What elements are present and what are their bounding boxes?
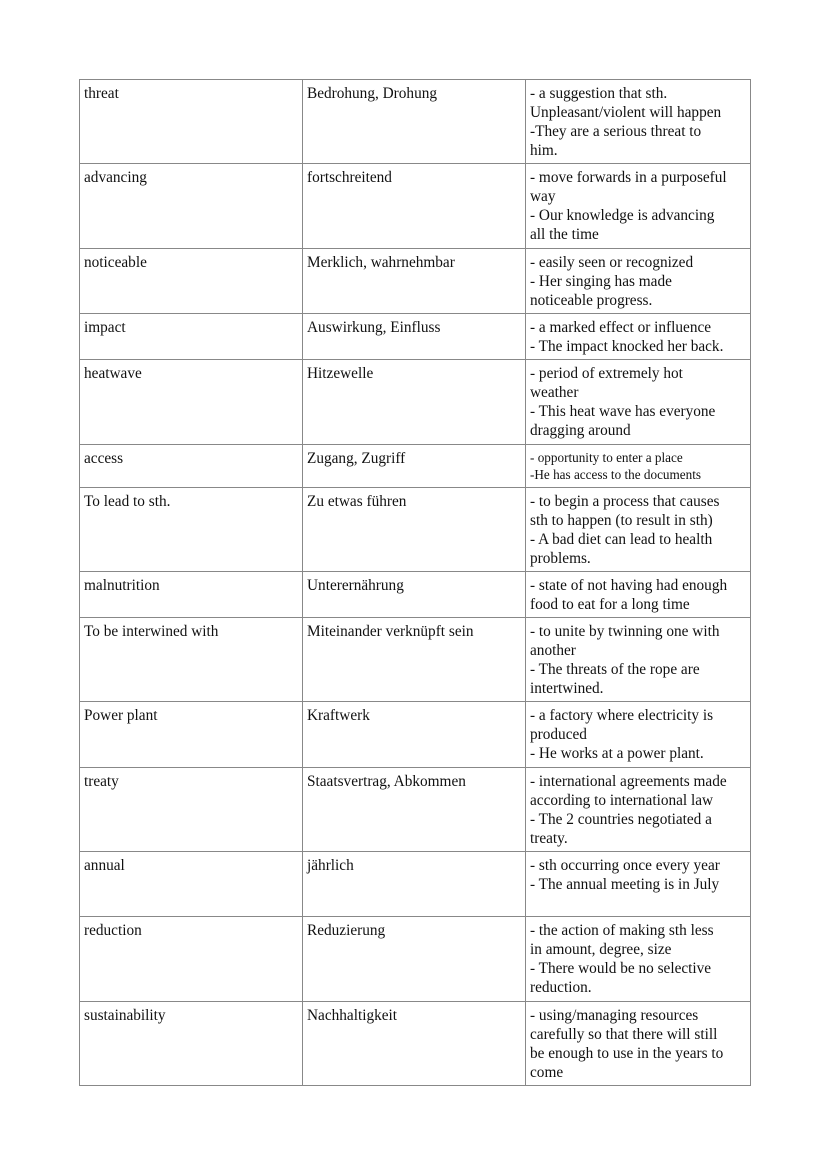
definition-line: - a suggestion that sth. — [530, 85, 668, 102]
definition-line: - the action of making sth less — [530, 922, 714, 939]
definition-line: intertwined. — [530, 680, 604, 697]
term-cell: Power plant — [80, 702, 303, 768]
definition-line: - The impact knocked her back. — [530, 338, 724, 355]
definition-line: sth to happen (to result in sth) — [530, 512, 713, 529]
translation-cell: Zugang, Zugriff — [303, 445, 526, 488]
vocabulary-row — [80, 852, 751, 917]
translation-cell: Auswirkung, Einfluss — [303, 314, 526, 360]
definition-line: reduction. — [530, 979, 592, 996]
vocabulary-row — [80, 917, 751, 1002]
definition-line: - international agreements made — [530, 773, 727, 790]
definition-line: - easily seen or recognized — [530, 254, 694, 271]
definition-line: treaty. — [530, 830, 568, 847]
definition-line: produced — [530, 726, 587, 743]
translation-cell: Miteinander verknüpft sein — [303, 618, 526, 702]
definition-line: noticeable progress. — [530, 292, 653, 309]
term-cell: advancing — [80, 164, 303, 249]
translation-cell: Staatsvertrag, Abkommen — [303, 768, 526, 852]
translation-cell: Kraftwerk — [303, 702, 526, 768]
definition-line: - a factory where electricity is — [530, 707, 714, 724]
vocabulary-row — [80, 164, 751, 249]
definition-line: - opportunity to enter a place — [530, 450, 683, 465]
definition-line: - period of extremely hot — [530, 365, 683, 382]
definition-cell — [526, 618, 751, 702]
definition-line: dragging around — [530, 422, 631, 439]
definition-line: - state of not having had enough — [530, 577, 728, 594]
definition-line: way — [530, 188, 556, 205]
term-cell: noticeable — [80, 249, 303, 314]
vocabulary-row — [80, 702, 751, 768]
definition-line: - move forwards in a purposeful — [530, 169, 727, 186]
term-cell: access — [80, 445, 303, 488]
translation-cell: Nachhaltigkeit — [303, 1002, 526, 1086]
definition-cell — [526, 314, 751, 360]
term-cell: sustainability — [80, 1002, 303, 1086]
vocabulary-row — [80, 445, 751, 488]
term-cell: malnutrition — [80, 572, 303, 618]
definition-line: - to begin a process that causes — [530, 493, 720, 510]
term-cell: To be interwined with — [80, 618, 303, 702]
definition-cell — [526, 360, 751, 445]
definition-cell — [526, 917, 751, 1002]
translation-cell: Zu etwas führen — [303, 488, 526, 572]
term-cell: heatwave — [80, 360, 303, 445]
vocabulary-row — [80, 488, 751, 572]
definition-cell — [526, 702, 751, 768]
definition-line: - The 2 countries negotiated a — [530, 811, 712, 828]
definition-line: -They are a serious threat to — [530, 123, 702, 140]
definition-line: - He works at a power plant. — [530, 745, 704, 762]
term-cell: threat — [80, 80, 303, 164]
term-cell: impact — [80, 314, 303, 360]
translation-cell: Merklich, wahrnehmbar — [303, 249, 526, 314]
definition-cell — [526, 572, 751, 618]
translation-cell: fortschreitend — [303, 164, 526, 249]
definition-line: -He has access to the documents — [530, 467, 702, 482]
vocabulary-row — [80, 360, 751, 445]
vocabulary-table — [79, 79, 751, 1086]
definition-line: carefully so that there will still — [530, 1026, 718, 1043]
vocabulary-row — [80, 80, 751, 164]
definition-line: him. — [530, 142, 558, 159]
definition-line: - A bad diet can lead to health — [530, 531, 713, 548]
definition-line: in amount, degree, size — [530, 941, 672, 958]
definition-line: all the time — [530, 226, 599, 243]
vocabulary-row — [80, 572, 751, 618]
definition-cell — [526, 1002, 751, 1086]
term-cell: annual — [80, 852, 303, 917]
definition-line: - a marked effect or influence — [530, 319, 712, 336]
definition-line: - The annual meeting is in July — [530, 876, 720, 893]
definition-line: problems. — [530, 550, 591, 567]
term-cell: treaty — [80, 768, 303, 852]
definition-cell — [526, 80, 751, 164]
definition-line: come — [530, 1064, 564, 1081]
definition-line: according to international law — [530, 792, 714, 809]
definition-line: another — [530, 642, 576, 659]
vocabulary-row — [80, 249, 751, 314]
definition-cell — [526, 445, 751, 488]
definition-line: food to eat for a long time — [530, 596, 690, 613]
translation-cell: jährlich — [303, 852, 526, 917]
definition-cell — [526, 768, 751, 852]
term-cell: reduction — [80, 917, 303, 1002]
definition-line: - Her singing has made — [530, 273, 672, 290]
definition-cell — [526, 249, 751, 314]
translation-cell: Hitzewelle — [303, 360, 526, 445]
vocabulary-row — [80, 1002, 751, 1086]
definition-line: - There would be no selective — [530, 960, 712, 977]
definition-line: weather — [530, 384, 579, 401]
definition-line: be enough to use in the years to — [530, 1045, 724, 1062]
definition-line: - sth occurring once every year — [530, 857, 720, 874]
definition-cell — [526, 164, 751, 249]
term-cell: To lead to sth. — [80, 488, 303, 572]
definition-line: - This heat wave has everyone — [530, 403, 716, 420]
vocabulary-row — [80, 768, 751, 852]
definition-cell — [526, 852, 751, 917]
definition-line: - to unite by twinning one with — [530, 623, 720, 640]
definition-line: - Our knowledge is advancing — [530, 207, 715, 224]
definition-line: - The threats of the rope are — [530, 661, 700, 678]
translation-cell: Reduzierung — [303, 917, 526, 1002]
translation-cell: Unterernährung — [303, 572, 526, 618]
vocabulary-row — [80, 618, 751, 702]
definition-line: Unpleasant/violent will happen — [530, 104, 722, 121]
definition-cell — [526, 488, 751, 572]
translation-cell: Bedrohung, Drohung — [303, 80, 526, 164]
definition-line: - using/managing resources — [530, 1007, 699, 1024]
vocabulary-row — [80, 314, 751, 360]
